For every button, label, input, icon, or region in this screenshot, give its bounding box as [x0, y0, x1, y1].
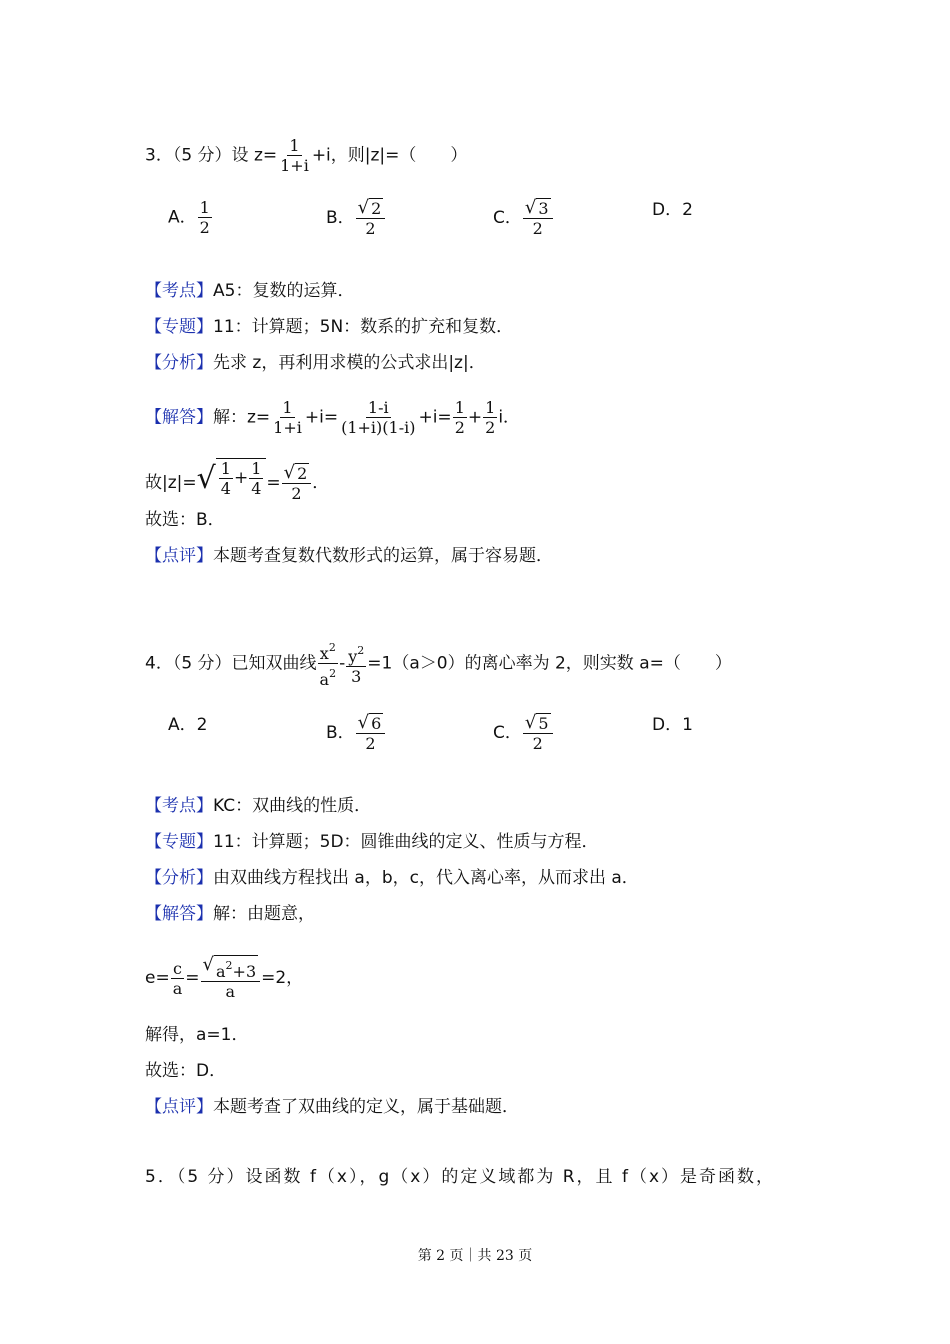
q3-jieda-tag: 【解答】: [145, 407, 213, 428]
q4-option-c-label: C．: [493, 723, 522, 743]
q4-option-d-label: D．: [652, 715, 683, 735]
q3-dianping: [145, 544, 553, 568]
q4-option-a-value: 2: [196, 715, 208, 735]
q3-stem-numerator: 1: [289, 136, 300, 155]
q3-option-d-label: D．: [652, 200, 683, 220]
q4-stem: 4．（5 分）已知双曲线 $\frac{x^2}{a^2}$ - $\frac{y^2}{3}$ =1（a＞0）的离心率为 2，则实数 a=（ ）: [145, 638, 732, 689]
sqrt-symbol: √ 5: [524, 712, 549, 733]
q3-option-a-label: A．: [168, 207, 197, 228]
q4-zhuanti-tag: 【专题】: [145, 832, 213, 852]
q3-gu: 故|z|= √ $\frac{1}{4}$ + $\frac{1}{4}$ = √ 2 2 ．: [145, 459, 330, 503]
q3-option-c: [493, 198, 554, 238]
q4-guxuan: 故选：D．: [145, 1061, 227, 1081]
q3-zhuanti-text: 11：计算题；5N：数系的扩充和复数．: [213, 317, 514, 337]
q4-dianping-tag: 【点评】: [145, 1097, 213, 1117]
sqrt-symbol: √ $\frac{1}{4}$ + $\frac{1}{4}$: [197, 458, 267, 500]
q3-kaodian-text: A5：复数的运算．: [213, 281, 355, 301]
q3-option-a-numerator: 1: [199, 198, 210, 217]
q3-option-c-fraction: [523, 198, 553, 238]
q3-jieda-fraction-2: $\frac{1-i}{(1+i)(1-i)}$: [341, 398, 416, 437]
q3-fenxi-text: 先求 z，再利用求模的公式求出|z|．: [213, 353, 486, 373]
q4-e-equation: e= $\frac{c}{a}$ = √ $a^2+3$ a =2，: [145, 954, 304, 1001]
q3-option-c-label: C．: [493, 208, 522, 228]
q4-dianping-text: 本题考查了双曲线的定义，属于基础题．: [213, 1097, 519, 1117]
q4-fenxi-text: 由双曲线方程找出 a，b，c，代入离心率，从而求出 a．: [213, 868, 639, 888]
q3-gu-result: √ 2 2: [282, 463, 312, 503]
q3-option-c-denominator: 2: [532, 219, 543, 238]
q3-jieda-fraction-3: $\frac{1}{2}$: [454, 398, 465, 437]
q3-stem-suffix: +i，则|z|=（ ）: [311, 145, 468, 166]
q4-kaodian-text: KC：双曲线的性质．: [213, 796, 372, 816]
sqrt-symbol: √ 3: [524, 197, 549, 218]
sqrt-symbol: √ 2: [357, 197, 382, 218]
q4-option-d: [652, 713, 693, 737]
q4-option-a: [168, 713, 207, 737]
q3-fenxi: [145, 351, 486, 375]
q4-option-a-label: A．: [168, 715, 197, 735]
q3-jieda-fraction-4: $\frac{1}{2}$: [485, 398, 496, 437]
q3-kaodian: [145, 279, 354, 303]
q4-jieda-tag: 【解答】: [145, 904, 213, 924]
q3-guxuan: 故选：B．: [145, 510, 225, 530]
q3-option-c-radicand: 3: [538, 199, 549, 218]
q4-stem-prefix: 4．（5 分）已知双曲线: [145, 653, 317, 674]
q4-x-fraction: $\frac{x^2}{a^2}$: [318, 638, 339, 689]
q3-option-d: [652, 198, 693, 222]
q3-dianping-tag: 【点评】: [145, 546, 213, 566]
q4-e-fraction-1: $\frac{c}{a}$: [172, 958, 183, 998]
q3-jieda: 【解答】解：z= $\frac{1}{1+i}$ +i= $\frac{1-i}{(1+i)(1-i)}$ +i= $\frac{1}{2}$ + $\frac{1}{2}$ i．: [145, 398, 521, 437]
q3-option-a-fraction: [198, 198, 212, 237]
q4-fenxi: [145, 866, 639, 890]
q3-jieda-prefix: 解：z=: [213, 407, 271, 428]
q3-zhuanti: [145, 315, 513, 339]
q3-option-a-denominator: 2: [199, 218, 210, 237]
q3-option-b-denominator: 2: [365, 219, 376, 238]
q4-dianping: [145, 1095, 519, 1119]
q3-option-a: [168, 198, 213, 237]
q3-option-b-fraction: [356, 198, 386, 238]
q3-kaodian-tag: 【考点】: [145, 281, 213, 301]
q3-jieda-fraction-1: $\frac{1}{1+i}$: [273, 398, 302, 437]
q3-option-b: [326, 198, 386, 238]
q4-zhuanti: [145, 830, 599, 854]
q3-stem: [145, 136, 467, 175]
q3-zhuanti-tag: 【专题】: [145, 317, 213, 337]
q4-option-b-fraction: √ 6 2: [356, 713, 386, 753]
q3-option-d-value: 2: [682, 200, 693, 220]
q4-option-c: [493, 713, 554, 753]
q3-dianping-text: 本题考查复数代数形式的运算，属于容易题．: [213, 546, 553, 566]
q4-kaodian: [145, 794, 371, 818]
q4-e-fraction-2: √ $a^2+3$ a: [201, 955, 261, 1001]
q3-stem-prefix: 3．（5 分）设 z=: [145, 145, 278, 166]
q4-y-fraction: $\frac{y^2}{3}$: [346, 641, 366, 686]
q3-gu-prefix: 故|z|=: [145, 473, 197, 493]
q4-jieda-text: 解：由题意，: [213, 904, 315, 924]
q3-option-b-label: B．: [326, 208, 355, 228]
q3-fenxi-tag: 【分析】: [145, 353, 213, 373]
sqrt-symbol: √ $a^2+3$: [202, 954, 257, 981]
q4-zhuanti-text: 11：计算题；5D：圆锥曲线的定义、性质与方程．: [213, 832, 599, 852]
sqrt-symbol: √ 6: [357, 712, 382, 733]
q4-option-c-fraction: √ 5 2: [523, 713, 553, 753]
q3-option-b-radicand: 2: [371, 199, 382, 218]
q4-jieda: [145, 902, 315, 926]
page-footer: 第 2 页｜共 23 页: [417, 1248, 533, 1264]
q3-stem-fraction: [278, 136, 311, 175]
q4-option-b-label: B．: [326, 723, 355, 743]
q5-stem: 5．（5 分）设函数 f（x），g（x）的定义域都为 R，且 f（x）是奇函数，: [145, 1167, 776, 1187]
q4-kaodian-tag: 【考点】: [145, 796, 213, 816]
q4-option-b: [326, 713, 386, 753]
q3-stem-denominator: 1+i: [280, 156, 309, 175]
q4-jiede: 解得，a=1．: [145, 1025, 249, 1045]
q4-stem-suffix: =1（a＞0）的离心率为 2，则实数 a=（ ）: [367, 653, 732, 674]
q4-fenxi-tag: 【分析】: [145, 868, 213, 888]
q4-option-d-value: 1: [682, 715, 693, 735]
